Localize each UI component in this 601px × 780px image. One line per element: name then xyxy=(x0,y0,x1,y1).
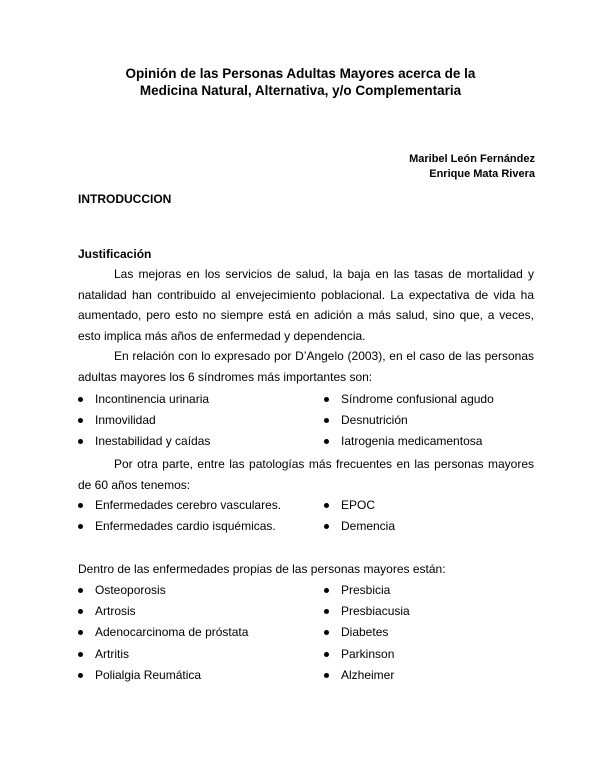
authors-block xyxy=(409,152,535,182)
list-item-text: Osteoporosis xyxy=(95,583,166,597)
bullet-icon xyxy=(324,609,329,614)
list-item xyxy=(324,665,538,686)
list-item-text: Enfermedades cardio isquémicas. xyxy=(95,519,276,534)
bullet-icon xyxy=(324,503,329,508)
list-item-text: Presbicia xyxy=(341,583,391,597)
list-item xyxy=(324,580,538,601)
diseases-list xyxy=(78,580,538,686)
bullet-icon xyxy=(324,397,329,402)
list-item-text: Demencia xyxy=(341,519,396,534)
paragraph-4: Dentro de las enfermedades propias de las personas mayores están: xyxy=(78,562,446,576)
bullet-icon xyxy=(324,439,329,444)
list-item-text: Incontinencia urinaria xyxy=(95,392,210,406)
list-item-text: Presbiacusia xyxy=(341,604,410,619)
list-item xyxy=(324,389,538,410)
list-item xyxy=(324,495,538,516)
list-item-text: Adenocarcinoma de próstata xyxy=(95,625,249,640)
bullet-icon xyxy=(324,588,329,593)
syndromes-list xyxy=(78,389,538,453)
list-item-text: Alzheimer xyxy=(341,667,395,682)
bullet-icon xyxy=(78,588,83,593)
title-line-1: Opinión de las Personas Adultas Mayores acerca de la xyxy=(125,66,476,81)
title-line-2: Medicina Natural, Alternativa, y/o Complementaria xyxy=(139,83,462,98)
bullet-icon xyxy=(78,418,83,423)
list-item xyxy=(78,389,324,410)
list-item xyxy=(324,644,538,665)
list-item-text: Desnutrición xyxy=(341,413,408,428)
bullet-icon xyxy=(78,397,83,402)
bullet-icon xyxy=(324,652,329,657)
list-item xyxy=(78,580,324,601)
list-item xyxy=(324,410,538,431)
list-item xyxy=(324,516,538,537)
bullet-icon xyxy=(78,652,83,657)
list-item xyxy=(324,601,538,622)
list-item-text: Polialgia Reumática xyxy=(95,667,202,682)
bullet-icon xyxy=(324,630,329,635)
justification-heading: Justificación xyxy=(78,247,152,261)
bullet-icon xyxy=(324,673,329,678)
list-item xyxy=(78,622,324,643)
list-item-text: EPOC xyxy=(341,498,376,512)
paragraph-3: Por otra parte, entre las patologías más frecuentes en las personas mayores de 60 años tenemos: xyxy=(78,457,534,492)
author-name: Enrique Mata Rivera xyxy=(429,168,535,180)
bullet-icon xyxy=(78,503,83,508)
list-item-text: Iatrogenia medicamentosa xyxy=(341,434,483,449)
list-item xyxy=(78,495,324,516)
list-item-text: Artritis xyxy=(95,646,129,661)
list-item xyxy=(78,644,324,665)
paragraph-1: Las mejoras en los servicios de salud, la baja en las tasas de mortalidad y natalidad han contribuido al envejecimiento poblacional. La expectativa de vida ha aumentado, pero esto no siempre está en adición a más salud, sino que, a veces, esto implica más años de enfermedad y dependencia. xyxy=(78,267,534,343)
intro-heading: INTRODUCCION xyxy=(78,192,172,206)
list-item-text: Inmovilidad xyxy=(95,413,156,428)
list-item xyxy=(78,601,324,622)
list-item xyxy=(78,516,324,537)
bullet-icon xyxy=(78,439,83,444)
list-item-text: Inestabilidad y caídas xyxy=(95,434,211,449)
list-item xyxy=(78,431,324,452)
bullet-icon xyxy=(78,673,83,678)
author-name: Maribel León Fernández xyxy=(409,153,535,165)
bullet-icon xyxy=(78,609,83,614)
bullet-icon xyxy=(324,418,329,423)
list-item xyxy=(324,431,538,452)
paragraph-2: En relación con lo expresado por D’Angelo (2003), en el caso de las personas adultas mayores los 6 síndromes más importantes son: xyxy=(78,349,534,384)
list-item-text: Parkinson xyxy=(341,646,395,661)
document-title xyxy=(0,65,601,99)
list-item xyxy=(324,622,538,643)
list-item-text: Artrosis xyxy=(95,604,136,619)
bullet-icon xyxy=(78,524,83,529)
list-item xyxy=(78,410,324,431)
list-item xyxy=(78,665,324,686)
bullet-icon xyxy=(78,630,83,635)
list-item-text: Diabetes xyxy=(341,625,389,640)
bullet-icon xyxy=(324,524,329,529)
list-item-text: Enfermedades cerebro vasculares. xyxy=(95,498,282,512)
pathologies-list xyxy=(78,495,538,537)
list-item-text: Síndrome confusional agudo xyxy=(341,392,494,406)
